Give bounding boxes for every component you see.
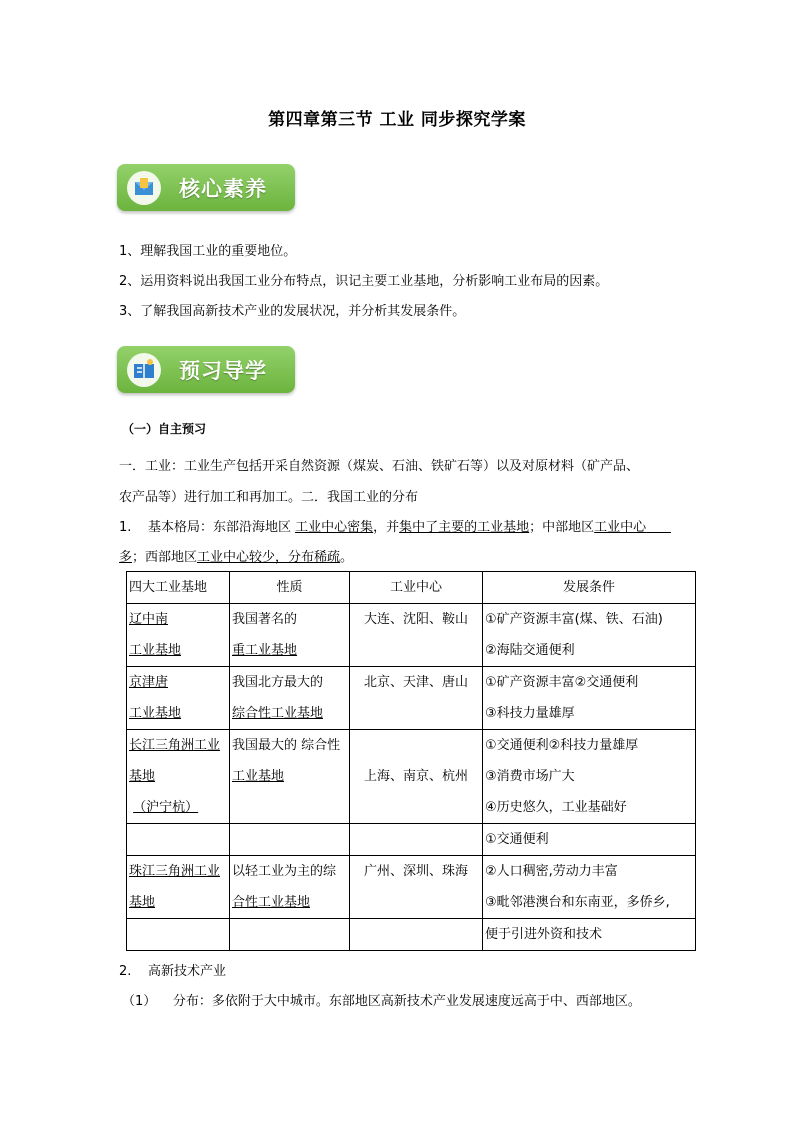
table-header: 工业中心 <box>350 572 483 604</box>
base-name <box>129 792 227 823</box>
base-name: 基地 <box>129 769 156 784</box>
base-cell <box>127 604 230 667</box>
base-name: 工业基地 <box>129 643 182 658</box>
nature-cell <box>230 824 350 856</box>
conditions-cell: 便于引进外资和技术 <box>483 919 696 951</box>
centers-cell <box>350 919 483 951</box>
nature-text: 合性工业基地 <box>232 895 311 910</box>
nature-text: 我国最大的 综合性 <box>232 738 341 753</box>
preview-guide-banner <box>117 346 295 393</box>
envelope-icon <box>127 171 161 205</box>
condition-text: ③毗邻港澳台和东南亚，多侨乡, <box>485 895 670 910</box>
item-number: 1. <box>119 520 132 535</box>
nature-cell <box>230 856 350 919</box>
centers-cell: 大连、沈阳、鞍山 <box>350 604 483 667</box>
base-name: 珠江三角洲工业 <box>129 864 221 879</box>
basic-pattern-line2 <box>119 546 353 565</box>
condition-text: ②人口稠密,劳动力丰富 <box>485 864 618 879</box>
hitech-heading <box>119 960 226 979</box>
conditions-cell <box>483 730 696 824</box>
core-item-3: 3、了解我国高新技术产业的发展状况，并分析其发展条件。 <box>119 304 466 319</box>
conditions-cell: ①交通便利 <box>483 824 696 856</box>
text: ，并 <box>373 520 400 535</box>
base-cell <box>127 856 230 919</box>
core-item-1: 1、理解我国工业的重要地位。 <box>119 244 297 259</box>
text: 高新技术产业 <box>147 964 226 979</box>
nature-text: 综合性工业基地 <box>232 706 324 721</box>
answer-blank: 多 <box>119 550 133 565</box>
nature-text: 以轻工业为主的综 <box>232 864 337 879</box>
table-row <box>127 856 696 919</box>
conditions-cell <box>483 856 696 919</box>
nature-text: 工业基地 <box>232 769 285 784</box>
base-cell <box>127 667 230 730</box>
base-name: 长江三角洲工业 <box>129 738 221 753</box>
basic-pattern-line1 <box>119 516 671 535</box>
nature-text: 重工业基地 <box>232 643 298 658</box>
item-number: 2. <box>119 964 132 979</box>
table-header: 四大工业基地 <box>127 572 230 604</box>
conditions-cell <box>483 604 696 667</box>
text: 。 <box>340 550 354 565</box>
nature-cell <box>230 667 350 730</box>
page-title: 第四章第三节 工业 同步探究学案 <box>268 110 526 130</box>
text: ；西部地区 <box>132 550 198 565</box>
condition-text: ③消费市场广大 <box>485 769 575 784</box>
core-literacy-banner <box>117 164 295 211</box>
table-row <box>127 824 696 856</box>
nature-text: 我国著名的 <box>232 612 298 627</box>
book-icon <box>127 353 161 387</box>
centers-cell: 北京、天津、唐山 <box>350 667 483 730</box>
centers-cell: 广州、深圳、珠海 <box>350 856 483 919</box>
item-number: （1） <box>122 994 157 1009</box>
conditions-cell <box>483 667 696 730</box>
table-row <box>127 919 696 951</box>
core-item-2: 2、运用资料说出我国工业分布特点，识记主要工业基地，分析影响工业布局的因素。 <box>119 274 609 289</box>
section-heading: （一）自主预习 <box>122 422 207 436</box>
condition-text: ①矿产资源丰富②交通便利 <box>485 675 639 690</box>
condition-text: ②海陆交通便利 <box>485 643 575 658</box>
base-cell <box>127 824 230 856</box>
table-row <box>127 730 696 824</box>
banner-label: 核心素养 <box>179 177 267 201</box>
text: 基本格局：东部沿海地区 <box>147 520 291 535</box>
table-header-row <box>127 572 696 604</box>
base-name: 基地 <box>129 895 156 910</box>
base-name: 辽中南 <box>129 612 169 627</box>
nature-cell <box>230 730 350 824</box>
answer-blank: 集中了主要的工业基地 <box>399 520 530 535</box>
answer-blank: 工业中心较少，分布稀疏 <box>197 550 341 565</box>
table-header: 发展条件 <box>483 572 696 604</box>
condition-text: ①矿产资源丰富(煤、铁、石油) <box>485 612 663 627</box>
blank-spacer <box>646 520 671 535</box>
paragraph-industry-line2: 农产品等）进行加工和再加工。二．我国工业的分布 <box>119 490 419 505</box>
centers-cell <box>350 824 483 856</box>
text: 分布：多依附于大中城市。东部地区高新技术产业发展速度远高于中、西部地区。 <box>172 994 641 1009</box>
nature-text: 我国北方最大的 <box>232 675 324 690</box>
table-header: 性质 <box>230 572 350 604</box>
base-name: 京津唐 <box>129 675 169 690</box>
condition-text: ④历史悠久，工业基础好 <box>485 800 627 815</box>
nature-cell <box>230 919 350 951</box>
industrial-bases-table <box>126 571 696 951</box>
base-abbrev: （沪宁杭） <box>133 800 199 815</box>
table-row <box>127 667 696 730</box>
base-cell <box>127 730 230 824</box>
answer-blank: 工业中心密集 <box>295 520 374 535</box>
centers-cell: 上海、南京、杭州 <box>350 730 483 824</box>
condition-text: ③科技力量雄厚 <box>485 706 575 721</box>
hitech-distribution <box>122 990 641 1009</box>
banner-label: 预习导学 <box>179 359 267 383</box>
table-row <box>127 604 696 667</box>
base-cell <box>127 919 230 951</box>
paragraph-industry-line1: 一．工业：工业生产包括开采自然资源（煤炭、石油、铁矿石等）以及对原材料（矿产品、 <box>119 459 640 474</box>
condition-text: ①交通便利②科技力量雄厚 <box>485 738 639 753</box>
base-name: 工业基地 <box>129 706 182 721</box>
answer-blank: 工业中心 <box>594 520 647 535</box>
text: ；中部地区 <box>529 520 595 535</box>
nature-cell <box>230 604 350 667</box>
